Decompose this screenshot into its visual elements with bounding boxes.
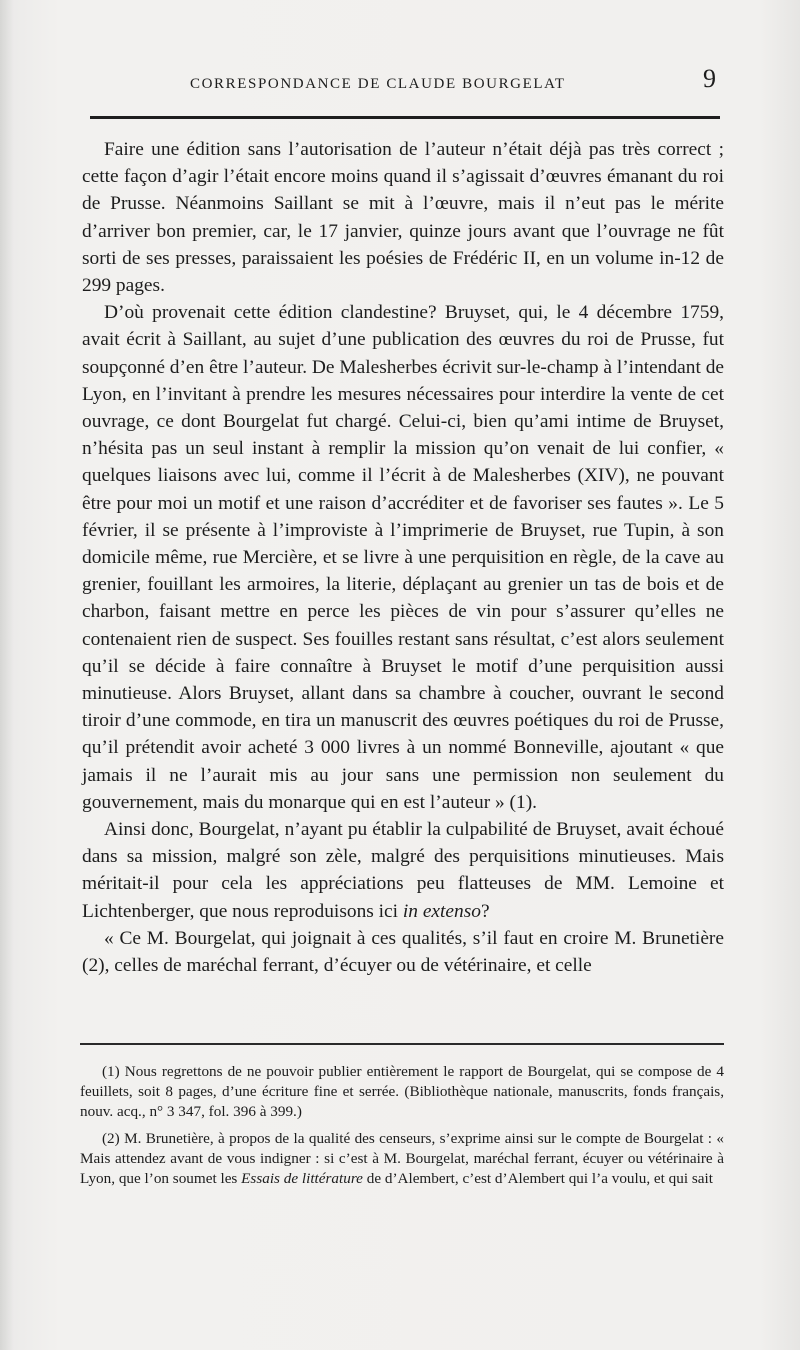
paragraph-1: Faire une édition sans l’autorisation de l’auteur n’était déjà pas très correct ; cette façon d’agir l’était encore moins quand il s’agissait d’œuvres émanant du roi de Prusse. Néanmoins Saillant se mit à l’œuvre, mais il n’eut pas le mérite d’arriver bon premier, car, le 17 janvier, quinze jours avant que l’ouvrage ne fût sorti de ses presses, paraissaient les poésies de Frédéric II, en un volume in-12 de 299 pages. [82,139,724,297]
footnote-2-italic: Essais de littérature [241,1170,363,1187]
footnote-rule [80,1043,724,1045]
header-rule [90,116,720,119]
paragraph-4: « Ce M. Bourgelat, qui joignait à ces qualités, s’il faut en croire M. Brunetière (2), celles de maréchal ferrant, d’écuyer ou de vétérinaire, et celle [82,927,724,977]
page-number: 9 [703,64,716,93]
paragraph-3 [82,816,724,925]
footnote-2-end: de d’Alembert, c’est d’Alembert qui l’a voulu, et qui sait [362,1170,713,1187]
paragraph-3-text: Ainsi donc, Bourgelat, n’ayant pu établir la culpabilité de Bruyset, avait échoué dans sa mission, malgré son zèle, malgré des perquisitions minutieuses. Mais méritait-il pour cela les appréciations peu flatteuses de MM. Lemoine et Lichtenberger, que nous reproduisons ici [82,819,724,922]
paragraph-2: D’où provenait cette édition clandestine? Bruyset, qui, le 4 décembre 1759, avait écrit à Saillant, au sujet d’une publication des œuvres du roi de Prusse, fut soupçonné d’en être l’auteur. De Malesherbes écrivit sur-le-champ à l’intendant de Lyon, en l’invitant à prendre les mesures nécessaires pour interdire la vente de cet ouvrage, ce dont Bourgelat fut chargé. Celui-ci, bien qu’ami intime de Bruyset, n’hésita pas un seul instant à remplir la mission qu’on venait de lui confier, « quelques liaisons avec lui, comme il l’écrit à de Malesherbes (XIV), ne pouvant être pour moi un motif et une raison d’accréditer et de favoriser ses fautes ». Le 5 février, il se présente à l’improviste à l’imprimerie de Bruyset, rue Tupin, à son domicile même, rue Mercière, et se livre à une perquisition en règle, de la cave au grenier, fouillant les armoires, la literie, déplaçant au grenier un tas de bois et de charbon, faisant mettre en perce les pièces de vin pour s’assurer qu’elles ne contenaient rien de suspect. Ses fouilles restant sans résultat, c’est alors seulement qu’il se décide à faire connaître à Bruyset le motif d’une perquisition aussi minutieuse. Alors Bruyset, allant dans sa chambre à coucher, ouvrant le second tiroir d’une commode, en tira un manuscrit des œuvres poétiques du roi de Prusse, qu’il prétendit avoir acheté 3 000 livres à un nommé Bonneville, ajoutant « que jamais il ne l’aurait mis au jour sans une permission non seulement du gouvernement, mais du monarque qui en est l’auteur » (1). [82,302,724,813]
footnote-2 [80,1129,724,1189]
footnote-1: (1) Nous regrettons de ne pouvoir publier entièrement le rapport de Bourgelat, qui se compose de 4 feuillets, soit 8 pages, d’une écriture fine et serrée. (Bibliothèque nationale, manuscrits, fonds français, nouv. acq., n° 3 347, fol. 396 à 399.) [80,1063,724,1120]
running-title: CORRESPONDANCE DE CLAUDE BOURGELAT [190,76,566,92]
body-text [82,136,724,979]
paragraph-3-end: ? [480,900,490,922]
page-header [80,64,740,104]
footnote-2-text: (2) M. Brunetière, à propos de la qualité des censeurs, s’exprime ainsi sur le compte de Bourgelat : « Mais attendez avant de vous indigner : si c’est à M. Bourgelat, maréchal ferrant, écuyer ou vétérinaire à Lyon, que l’on soumet les [80,1130,724,1187]
footnotes [80,1062,724,1196]
paragraph-3-italic: in extenso [402,900,481,922]
